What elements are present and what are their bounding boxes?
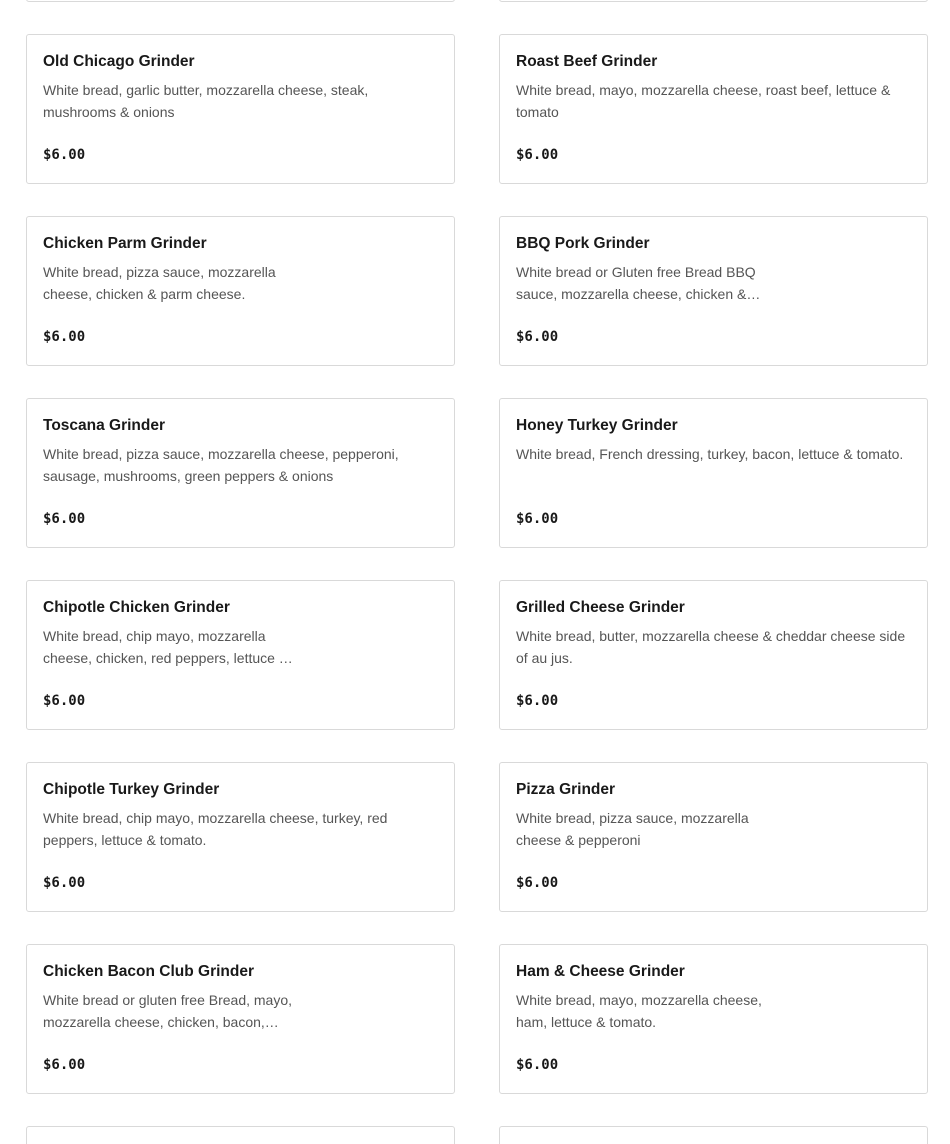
menu-item-card-partial[interactable] <box>26 1126 455 1144</box>
menu-item-name: Toscana Grinder <box>43 417 166 434</box>
menu-item-description: White bread, garlic butter, mozzarella cheese, steak, mushrooms & onions <box>43 82 369 120</box>
menu-item-card[interactable] <box>26 762 455 912</box>
menu-item-description: White bread, mayo, mozzarella cheese, ham, lettuce & tomato. <box>516 992 762 1030</box>
menu-item-name: Chicken Parm Grinder <box>43 235 207 252</box>
menu-item-card[interactable] <box>26 398 455 548</box>
menu-item-description: White bread, butter, mozzarella cheese & cheddar cheese side of au jus. <box>516 628 906 666</box>
menu-item-price: $6.00 <box>43 875 86 891</box>
menu-item-price: $6.00 <box>43 147 86 163</box>
menu-item-price: $6.00 <box>516 693 559 709</box>
menu-item-description: White bread, French dressing, turkey, bacon, lettuce & tomato. <box>516 446 904 462</box>
menu-item-name: Roast Beef Grinder <box>516 53 658 70</box>
menu-item-card[interactable] <box>499 944 928 1094</box>
menu-item-price: $6.00 <box>516 1057 559 1073</box>
menu-item-card[interactable] <box>499 34 928 184</box>
menu-item-description: White bread, chip mayo, mozzarella cheese, turkey, red peppers, lettuce & tomato. <box>43 810 388 848</box>
menu-item-card[interactable] <box>499 762 928 912</box>
menu-item-card[interactable] <box>26 216 455 366</box>
menu-item-name: Chipotle Chicken Grinder <box>43 599 230 616</box>
menu-item-card[interactable] <box>499 398 928 548</box>
menu-item-card-partial[interactable] <box>26 0 455 2</box>
menu-item-price: $6.00 <box>516 511 559 527</box>
menu-item-price: $6.00 <box>43 1057 86 1073</box>
menu-item-price: $6.00 <box>43 693 86 709</box>
menu-item-name: Grilled Cheese Grinder <box>516 599 685 616</box>
menu-item-name: Old Chicago Grinder <box>43 53 195 70</box>
menu-item-name: Chipotle Turkey Grinder <box>43 781 220 798</box>
menu-item-price: $6.00 <box>43 329 86 345</box>
menu-item-price: $6.00 <box>516 875 559 891</box>
menu-item-card[interactable] <box>26 34 455 184</box>
menu-item-price: $6.00 <box>516 329 559 345</box>
menu-item-description: White bread, chip mayo, mozzarella cheese, chicken, red peppers, lettuce … <box>43 628 293 666</box>
menu-item-name: Honey Turkey Grinder <box>516 417 678 434</box>
menu-item-name: Ham & Cheese Grinder <box>516 963 685 980</box>
menu-item-card[interactable] <box>499 580 928 730</box>
menu-item-card[interactable] <box>26 944 455 1094</box>
menu-item-card-partial[interactable] <box>499 0 928 2</box>
menu-item-description: White bread or gluten free Bread, mayo, mozzarella cheese, chicken, bacon,… <box>43 992 293 1030</box>
menu-item-price: $6.00 <box>516 147 559 163</box>
menu-item-price: $6.00 <box>43 511 86 527</box>
menu-item-card-partial[interactable] <box>499 1126 928 1144</box>
menu-item-card[interactable] <box>26 580 455 730</box>
menu-item-description: White bread or Gluten free Bread BBQ sauce, mozzarella cheese, chicken &… <box>516 264 761 302</box>
menu-item-description: White bread, pizza sauce, mozzarella cheese, chicken & parm cheese. <box>43 264 276 302</box>
menu-item-card[interactable] <box>499 216 928 366</box>
menu-item-name: Pizza Grinder <box>516 781 616 798</box>
menu-item-description: White bread, pizza sauce, mozzarella cheese, pepperoni, sausage, mushrooms, green peppers & onions <box>43 446 399 484</box>
menu-item-name: Chicken Bacon Club Grinder <box>43 963 255 980</box>
menu-item-name: BBQ Pork Grinder <box>516 235 650 252</box>
menu-item-description: White bread, mayo, mozzarella cheese, roast beef, lettuce & tomato <box>516 82 891 120</box>
menu-item-description: White bread, pizza sauce, mozzarella cheese & pepperoni <box>516 810 749 848</box>
